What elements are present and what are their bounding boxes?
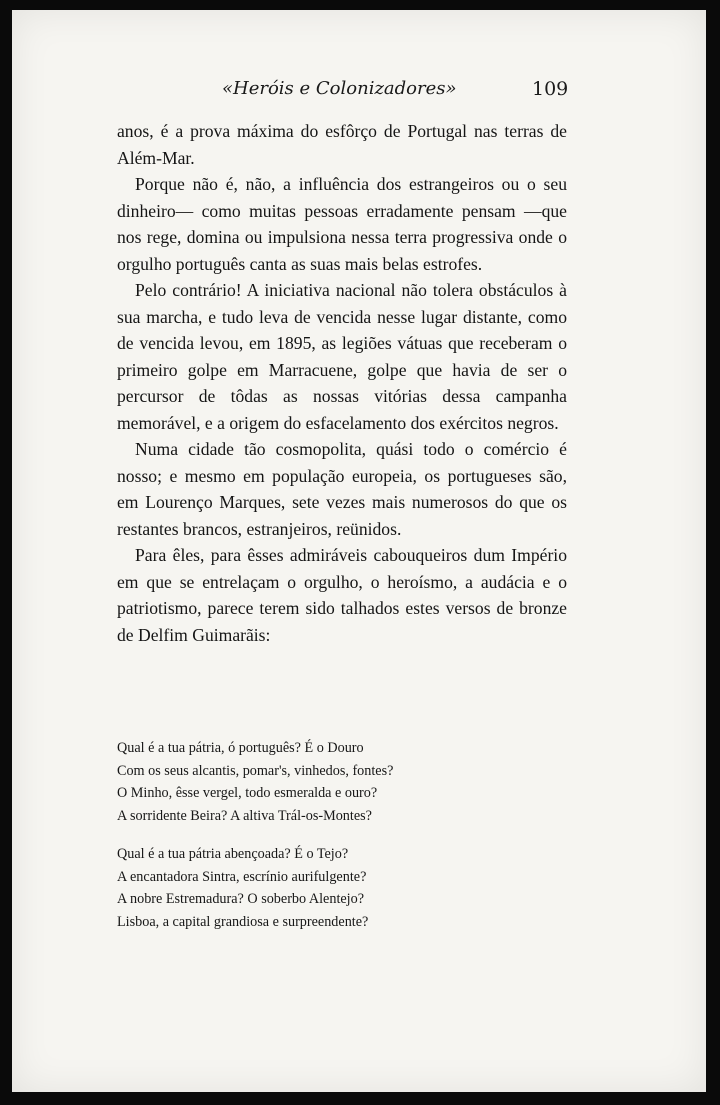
page-number: 109	[532, 78, 569, 100]
paragraph: Porque não é, não, a influência dos estrangeiros ou o seu dinheiro— como muitas pessoas erradamente pensam —que nos rege, domina ou impulsiona nessa terra progressiva onde o orgulho português canta as suas mais belas estrofes.	[117, 174, 567, 274]
poem-verse: Qual é a tua pátria abençoada? É o Tejo?	[117, 846, 349, 862]
paragraph: Para êles, para êsses admiráveis cabouqueiros dum Império em que se entrelaçam o orgulho, o heroísmo, a audácia e o patriotismo, parece terem sido talhados estes versos de bronze de Delfim Guimarãis:	[117, 545, 567, 645]
poem-stanza	[117, 843, 567, 933]
running-title: «Heróis e Colonizadores»	[222, 78, 457, 99]
book-page	[12, 10, 706, 1092]
paragraph: Pelo contrário! A iniciativa nacional não tolera obstáculos à sua marcha, e tudo leva de vencida nesse lugar distante, como de vencida levou, em 1895, as legiões vátuas que receberam o primeiro golpe em Marracuene, golpe que havia de ser o percursor de tôdas as nossas vitórias dessa campanha memorável, e a origem do esfacelamento dos exércitos negros.	[117, 280, 567, 433]
page-header	[12, 76, 706, 106]
poem-verse: A sorridente Beira? A altiva Trál-os-Montes?	[117, 807, 372, 824]
poem-verse: Com os seus alcantis, pomar's, vinhedos, fontes?	[117, 762, 394, 779]
poem	[117, 737, 567, 949]
poem-verse: Lisboa, a capital grandiosa e surpreendente?	[117, 913, 369, 930]
poem-verse: Qual é a tua pátria, ó português? É o Douro	[117, 740, 364, 756]
poem-verse: A nobre Estremadura? O soberbo Alentejo?	[117, 891, 365, 907]
paragraph: Numa cidade tão cosmopolita, quási todo o comércio é nosso; e mesmo em população europeia, os portugueses são, em Lourenço Marques, sete vezes mais numerosos do que os restantes brancos, estranjeiros, reünidos.	[117, 439, 567, 539]
paragraph: anos, é a prova máxima do esfôrço de Portugal nas terras de Além-Mar.	[117, 121, 567, 168]
body-text	[117, 118, 567, 648]
poem-stanza	[117, 737, 567, 827]
poem-verse: O Minho, êsse vergel, todo esmeralda e ouro?	[117, 785, 378, 801]
poem-verse: A encantadora Sintra, escrínio aurifulgente?	[117, 868, 367, 885]
